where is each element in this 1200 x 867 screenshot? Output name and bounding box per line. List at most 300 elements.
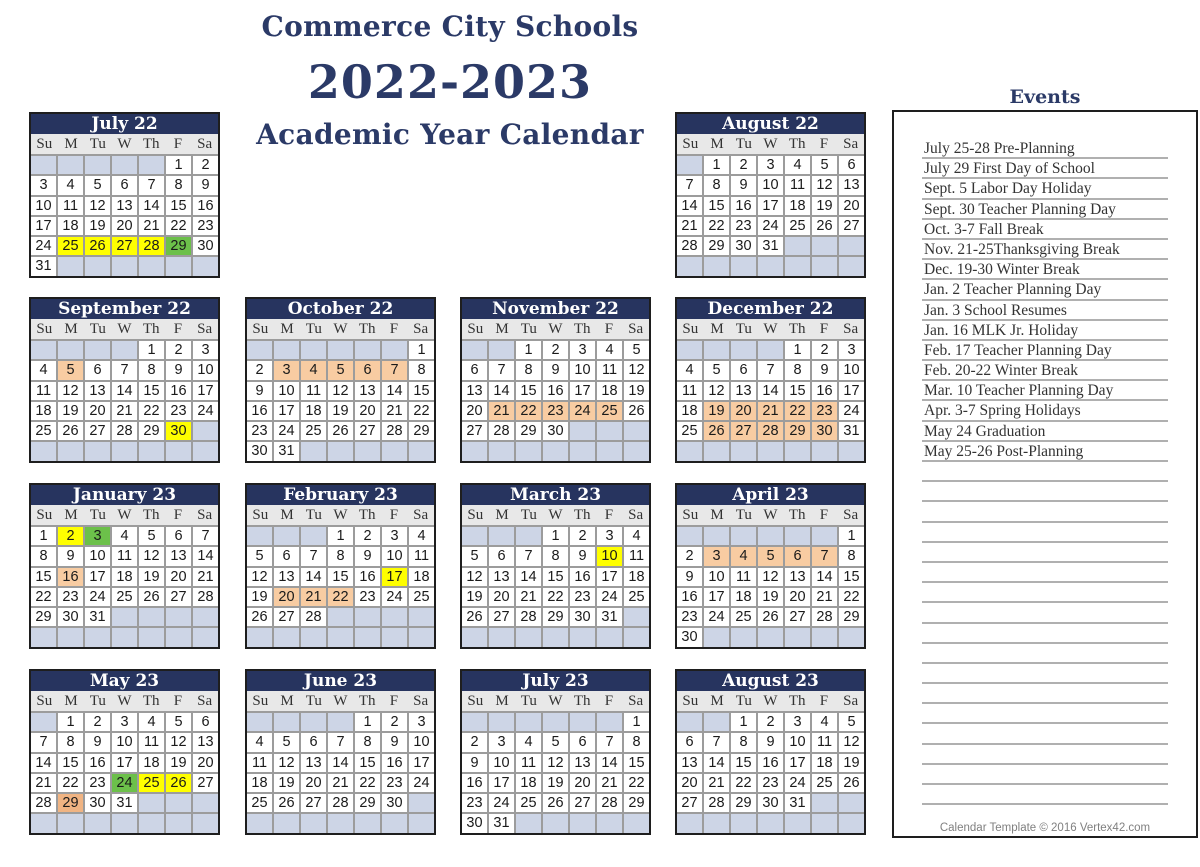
empty-day-cell <box>570 713 595 731</box>
highlighted-day: 27 <box>731 422 756 440</box>
empty-day-cell <box>677 156 702 174</box>
day-cell: 16 <box>570 568 595 586</box>
empty-day-cell <box>758 442 783 460</box>
day-grid <box>247 339 434 461</box>
day-cell: 11 <box>247 754 272 772</box>
highlighted-day: 25 <box>597 402 622 420</box>
empty-day-cell <box>31 713 56 731</box>
day-cell: 29 <box>624 794 649 812</box>
day-grid <box>462 525 649 647</box>
day-cell: 4 <box>516 733 541 751</box>
weekday-label: Th <box>788 693 806 709</box>
empty-day-cell <box>704 257 729 275</box>
day-cell: 14 <box>301 568 326 586</box>
empty-day-cell <box>31 156 56 174</box>
empty-day-cell <box>247 341 272 359</box>
empty-day-cell <box>166 442 191 460</box>
event-item: Dec. 19-30 Winter Break <box>922 260 1168 280</box>
weekday-header <box>462 691 649 711</box>
day-grid <box>677 525 864 647</box>
weekday-label: Sa <box>197 136 213 152</box>
day-cell: 5 <box>274 733 299 751</box>
day-cell: 6 <box>301 733 326 751</box>
empty-day-cell <box>85 814 110 832</box>
event-item: July 29 First Day of School <box>922 159 1168 179</box>
day-cell: 30 <box>193 237 218 255</box>
day-cell: 5 <box>624 341 649 359</box>
day-cell: 3 <box>839 341 864 359</box>
day-cell: 8 <box>731 733 756 751</box>
empty-day-cell <box>193 794 218 812</box>
day-cell: 3 <box>409 713 434 731</box>
day-cell: 18 <box>785 197 810 215</box>
day-cell: 6 <box>274 547 299 565</box>
weekday-label: F <box>819 321 829 337</box>
day-cell: 28 <box>328 794 353 812</box>
day-cell: 11 <box>58 197 83 215</box>
day-cell: 21 <box>597 774 622 792</box>
empty-day-cell <box>839 794 864 812</box>
day-cell: 21 <box>812 588 837 606</box>
day-cell: 19 <box>543 774 568 792</box>
empty-day-cell <box>462 713 487 731</box>
empty-day-cell <box>193 442 218 460</box>
empty-day-cell <box>31 442 56 460</box>
day-cell: 19 <box>839 754 864 772</box>
day-grid <box>247 711 434 833</box>
highlighted-day: 6 <box>355 361 380 379</box>
day-cell: 24 <box>785 774 810 792</box>
weekday-label: F <box>819 136 829 152</box>
day-cell: 5 <box>462 547 487 565</box>
empty-day-cell <box>677 713 702 731</box>
events-title: Events <box>1009 86 1081 108</box>
day-cell: 25 <box>516 794 541 812</box>
weekday-label: Sa <box>413 321 429 337</box>
empty-day-cell <box>382 814 407 832</box>
highlighted-day: 21 <box>489 402 514 420</box>
empty-day-cell <box>516 628 541 646</box>
weekday-label: Sa <box>413 507 429 523</box>
empty-day-cell <box>812 794 837 812</box>
empty-day-cell <box>785 237 810 255</box>
empty-day-cell <box>812 814 837 832</box>
day-cell: 10 <box>112 733 137 751</box>
empty-day-cell <box>85 257 110 275</box>
day-cell: 13 <box>785 568 810 586</box>
highlighted-day: 30 <box>166 422 191 440</box>
day-cell: 16 <box>355 568 380 586</box>
day-cell: 17 <box>785 754 810 772</box>
day-cell: 3 <box>570 341 595 359</box>
weekday-header <box>31 319 218 339</box>
day-cell: 19 <box>274 774 299 792</box>
day-cell: 9 <box>570 547 595 565</box>
day-cell: 12 <box>624 361 649 379</box>
month-calendar <box>675 112 866 278</box>
empty-day-cell <box>704 713 729 731</box>
day-cell: 1 <box>731 713 756 731</box>
empty-day-cell <box>516 814 541 832</box>
weekday-label: F <box>389 321 399 337</box>
weekday-label: Th <box>788 136 806 152</box>
day-cell: 19 <box>624 382 649 400</box>
empty-day-cell <box>409 628 434 646</box>
empty-day-cell <box>516 442 541 460</box>
day-cell: 22 <box>704 217 729 235</box>
weekday-label: Sa <box>843 693 859 709</box>
day-cell: 25 <box>31 422 56 440</box>
month-title: December 22 <box>677 299 864 319</box>
day-cell: 27 <box>85 422 110 440</box>
weekday-header <box>677 691 864 711</box>
day-cell: 6 <box>85 361 110 379</box>
day-cell: 10 <box>409 733 434 751</box>
day-cell: 28 <box>677 237 702 255</box>
day-cell: 7 <box>31 733 56 751</box>
day-cell: 6 <box>166 527 191 545</box>
day-cell: 15 <box>355 754 380 772</box>
weekday-label: M <box>710 693 724 709</box>
day-cell: 2 <box>85 713 110 731</box>
day-cell: 26 <box>139 588 164 606</box>
weekday-label: Th <box>358 693 376 709</box>
day-cell: 19 <box>812 197 837 215</box>
day-cell: 2 <box>570 527 595 545</box>
event-item: Jan. 16 MLK Jr. Holiday <box>922 321 1168 341</box>
day-cell: 2 <box>166 341 191 359</box>
empty-day-cell <box>731 527 756 545</box>
day-cell: 19 <box>166 754 191 772</box>
highlighted-day: 3 <box>85 527 110 545</box>
weekday-label: W <box>548 507 563 523</box>
empty-day-cell <box>489 713 514 731</box>
weekday-header <box>462 319 649 339</box>
event-blank-line <box>922 543 1168 563</box>
day-cell: 4 <box>409 527 434 545</box>
day-cell: 13 <box>489 568 514 586</box>
weekday-label: Th <box>573 507 591 523</box>
day-cell: 9 <box>677 568 702 586</box>
empty-day-cell <box>355 341 380 359</box>
day-cell: 7 <box>758 361 783 379</box>
day-cell: 24 <box>85 588 110 606</box>
day-cell: 26 <box>758 608 783 626</box>
day-cell: 30 <box>85 794 110 812</box>
day-cell: 11 <box>301 382 326 400</box>
empty-day-cell <box>624 608 649 626</box>
day-cell: 25 <box>677 422 702 440</box>
empty-day-cell <box>704 628 729 646</box>
empty-day-cell <box>624 814 649 832</box>
empty-day-cell <box>301 527 326 545</box>
weekday-label: F <box>819 507 829 523</box>
highlighted-day: 5 <box>328 361 353 379</box>
day-cell: 1 <box>624 713 649 731</box>
empty-day-cell <box>516 527 541 545</box>
day-cell: 3 <box>758 156 783 174</box>
day-cell: 13 <box>731 382 756 400</box>
empty-day-cell <box>839 257 864 275</box>
day-cell: 28 <box>31 794 56 812</box>
weekday-label: M <box>710 136 724 152</box>
highlighted-day: 23 <box>812 402 837 420</box>
weekday-label: M <box>280 507 294 523</box>
empty-day-cell <box>112 257 137 275</box>
weekday-label: Sa <box>628 507 644 523</box>
day-cell: 29 <box>31 608 56 626</box>
empty-day-cell <box>301 814 326 832</box>
day-cell: 27 <box>839 217 864 235</box>
weekday-label: M <box>64 136 78 152</box>
day-cell: 24 <box>758 217 783 235</box>
highlighted-day: 25 <box>58 237 83 255</box>
day-cell: 1 <box>409 341 434 359</box>
empty-day-cell <box>274 527 299 545</box>
highlighted-day: 22 <box>785 402 810 420</box>
empty-day-cell <box>85 156 110 174</box>
weekday-label: Th <box>573 321 591 337</box>
empty-day-cell <box>274 628 299 646</box>
day-cell: 7 <box>328 733 353 751</box>
empty-day-cell <box>301 442 326 460</box>
day-cell: 27 <box>274 608 299 626</box>
day-cell: 30 <box>677 628 702 646</box>
day-cell: 9 <box>812 361 837 379</box>
weekday-header <box>31 505 218 525</box>
day-cell: 22 <box>31 588 56 606</box>
weekday-label: Tu <box>305 507 322 523</box>
event-blank-line <box>922 563 1168 583</box>
day-cell: 2 <box>812 341 837 359</box>
empty-day-cell <box>462 442 487 460</box>
empty-day-cell <box>301 341 326 359</box>
day-cell: 10 <box>382 547 407 565</box>
day-cell: 1 <box>839 527 864 545</box>
day-cell: 3 <box>785 713 810 731</box>
month-title: April 23 <box>677 485 864 505</box>
day-cell: 14 <box>328 754 353 772</box>
day-cell: 27 <box>193 774 218 792</box>
day-cell: 22 <box>624 774 649 792</box>
day-cell: 31 <box>839 422 864 440</box>
highlighted-day: 5 <box>758 547 783 565</box>
weekday-label: Su <box>682 507 699 523</box>
day-cell: 29 <box>139 422 164 440</box>
weekday-label: W <box>117 321 132 337</box>
month-calendar <box>675 669 866 835</box>
day-cell: 9 <box>85 733 110 751</box>
day-cell: 23 <box>247 422 272 440</box>
day-cell: 31 <box>31 257 56 275</box>
weekday-label: Th <box>142 693 160 709</box>
highlighted-day: 24 <box>570 402 595 420</box>
empty-day-cell <box>382 608 407 626</box>
day-cell: 9 <box>462 754 487 772</box>
empty-day-cell <box>409 608 434 626</box>
day-cell: 4 <box>597 341 622 359</box>
day-cell: 18 <box>112 568 137 586</box>
day-cell: 17 <box>839 382 864 400</box>
month-calendar <box>29 297 220 463</box>
day-cell: 2 <box>193 156 218 174</box>
day-cell: 17 <box>31 217 56 235</box>
day-cell: 11 <box>624 547 649 565</box>
empty-day-cell <box>355 628 380 646</box>
day-cell: 15 <box>624 754 649 772</box>
weekday-label: Sa <box>197 693 213 709</box>
day-cell: 20 <box>677 774 702 792</box>
day-cell: 28 <box>112 422 137 440</box>
day-cell: 30 <box>382 794 407 812</box>
day-cell: 5 <box>85 176 110 194</box>
day-cell: 15 <box>409 382 434 400</box>
day-cell: 10 <box>193 361 218 379</box>
weekday-label: M <box>495 693 509 709</box>
highlighted-day: 3 <box>704 547 729 565</box>
weekday-header <box>247 505 434 525</box>
day-cell: 29 <box>409 422 434 440</box>
weekday-label: W <box>333 507 348 523</box>
weekday-label: M <box>64 507 78 523</box>
month-calendar <box>29 669 220 835</box>
weekday-label: Tu <box>89 321 106 337</box>
day-cell: 15 <box>839 568 864 586</box>
highlighted-day: 10 <box>597 547 622 565</box>
month-title: September 22 <box>31 299 218 319</box>
empty-day-cell <box>112 156 137 174</box>
empty-day-cell <box>731 628 756 646</box>
event-item: Sept. 5 Labor Day Holiday <box>922 179 1168 199</box>
weekday-label: Th <box>142 136 160 152</box>
day-cell: 28 <box>301 608 326 626</box>
highlighted-day: 21 <box>758 402 783 420</box>
weekday-label: M <box>495 507 509 523</box>
month-calendar <box>29 483 220 649</box>
day-cell: 10 <box>31 197 56 215</box>
day-cell: 18 <box>731 588 756 606</box>
event-item: Jan. 2 Teacher Planning Day <box>922 280 1168 300</box>
weekday-label: F <box>604 321 614 337</box>
day-cell: 9 <box>193 176 218 194</box>
empty-day-cell <box>328 442 353 460</box>
day-cell: 19 <box>139 568 164 586</box>
empty-day-cell <box>543 814 568 832</box>
day-cell: 3 <box>597 527 622 545</box>
empty-day-cell <box>193 814 218 832</box>
event-item: Nov. 21-25Thanksgiving Break <box>922 240 1168 260</box>
day-cell: 12 <box>328 382 353 400</box>
day-cell: 23 <box>731 217 756 235</box>
day-cell: 24 <box>597 588 622 606</box>
weekday-label: Su <box>36 136 53 152</box>
day-cell: 20 <box>839 197 864 215</box>
empty-day-cell <box>812 257 837 275</box>
day-cell: 21 <box>139 217 164 235</box>
weekday-label: Sa <box>843 136 859 152</box>
empty-day-cell <box>543 713 568 731</box>
day-cell: 26 <box>839 774 864 792</box>
weekday-label: W <box>117 693 132 709</box>
day-cell: 27 <box>166 588 191 606</box>
day-cell: 6 <box>489 547 514 565</box>
day-cell: 24 <box>839 402 864 420</box>
day-cell: 8 <box>139 361 164 379</box>
empty-day-cell <box>382 341 407 359</box>
day-cell: 23 <box>85 774 110 792</box>
event-blank-line <box>922 704 1168 724</box>
empty-day-cell <box>785 814 810 832</box>
month-calendar <box>675 297 866 463</box>
empty-day-cell <box>166 794 191 812</box>
day-cell: 6 <box>677 733 702 751</box>
empty-day-cell <box>355 442 380 460</box>
weekday-label: W <box>763 136 778 152</box>
day-grid <box>677 154 864 276</box>
day-cell: 14 <box>597 754 622 772</box>
day-cell: 10 <box>489 754 514 772</box>
weekday-label: Th <box>358 321 376 337</box>
day-cell: 20 <box>570 774 595 792</box>
month-calendar <box>460 297 651 463</box>
empty-day-cell <box>112 341 137 359</box>
day-cell: 8 <box>624 733 649 751</box>
highlighted-day: 26 <box>166 774 191 792</box>
day-cell: 7 <box>489 361 514 379</box>
day-cell: 14 <box>139 197 164 215</box>
day-cell: 8 <box>785 361 810 379</box>
day-cell: 17 <box>704 588 729 606</box>
day-cell: 15 <box>166 197 191 215</box>
empty-day-cell <box>489 442 514 460</box>
day-cell: 14 <box>31 754 56 772</box>
day-cell: 16 <box>462 774 487 792</box>
empty-day-cell <box>247 527 272 545</box>
day-cell: 10 <box>839 361 864 379</box>
highlighted-day: 22 <box>516 402 541 420</box>
school-year: 2022-2023 <box>307 55 593 109</box>
weekday-label: Tu <box>305 321 322 337</box>
day-cell: 4 <box>31 361 56 379</box>
template-credit: Calendar Template © 2016 Vertex42.com <box>939 822 1151 834</box>
weekday-label: F <box>173 136 183 152</box>
day-cell: 17 <box>597 568 622 586</box>
day-cell: 26 <box>624 402 649 420</box>
weekday-label: Su <box>467 321 484 337</box>
day-cell: 14 <box>758 382 783 400</box>
highlighted-day: 16 <box>58 568 83 586</box>
empty-day-cell <box>597 628 622 646</box>
day-cell: 27 <box>301 794 326 812</box>
day-cell: 16 <box>247 402 272 420</box>
day-cell: 24 <box>704 608 729 626</box>
day-cell: 27 <box>677 794 702 812</box>
day-cell: 12 <box>704 382 729 400</box>
day-cell: 18 <box>58 217 83 235</box>
empty-day-cell <box>731 257 756 275</box>
day-cell: 27 <box>462 422 487 440</box>
empty-day-cell <box>758 628 783 646</box>
highlighted-day: 29 <box>58 794 83 812</box>
day-cell: 23 <box>193 217 218 235</box>
day-cell: 25 <box>301 422 326 440</box>
day-cell: 14 <box>812 568 837 586</box>
day-cell: 18 <box>31 402 56 420</box>
weekday-header <box>31 691 218 711</box>
empty-day-cell <box>624 422 649 440</box>
empty-day-cell <box>58 257 83 275</box>
empty-day-cell <box>758 814 783 832</box>
